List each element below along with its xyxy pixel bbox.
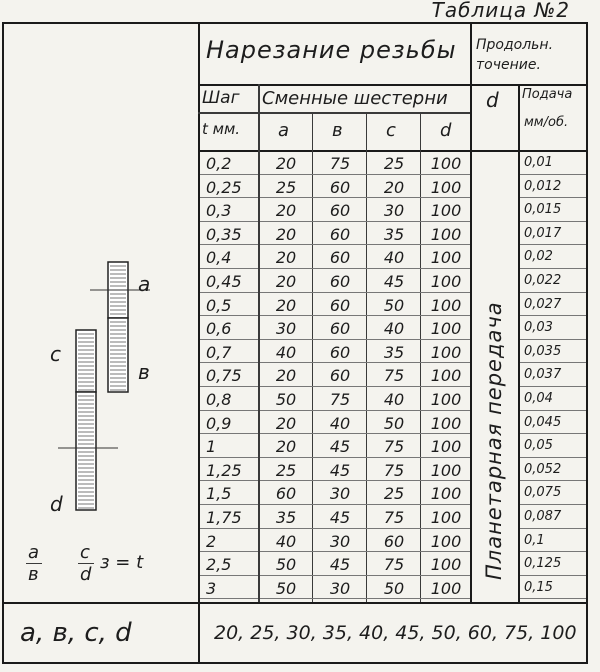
- cell-pitch: 0,4: [206, 248, 232, 268]
- cell-d: 100: [430, 201, 462, 221]
- header-gear-col-d: d: [440, 120, 452, 141]
- cell-pitch: 1,5: [206, 484, 232, 504]
- row-underline: [520, 292, 586, 293]
- cell-pitch: 0,7: [206, 342, 232, 362]
- row-underline: [520, 598, 586, 599]
- cell-a: 50: [275, 555, 297, 575]
- cell-pitch: 0,35: [206, 224, 242, 244]
- row-underline: [520, 221, 586, 222]
- row-underline: [520, 551, 586, 552]
- cell-a: 20: [275, 248, 297, 268]
- cell-d: 100: [430, 248, 462, 268]
- row-underline: [260, 598, 470, 599]
- row-underline: [520, 457, 586, 458]
- cell-b: 30: [329, 578, 351, 598]
- cell-feed: 0,1: [524, 532, 545, 548]
- cell-b: 40: [329, 413, 351, 433]
- row-underline: [200, 174, 258, 175]
- row-underline: [200, 575, 258, 576]
- diagram-label-d: d: [50, 492, 63, 516]
- row-underline: [520, 244, 586, 245]
- row-underline: [260, 480, 470, 481]
- cell-a: 50: [275, 390, 297, 409]
- cell-c: 25: [383, 484, 405, 504]
- footer-values: 20, 25, 30, 35, 40, 45, 50, 60, 75, 100: [214, 622, 577, 644]
- cell-b: 60: [329, 201, 351, 221]
- cell-a: 40: [275, 342, 297, 362]
- cell-feed: 0,04: [524, 391, 553, 406]
- cell-c: 75: [383, 555, 405, 575]
- cell-b: 60: [329, 177, 351, 197]
- gear-diagram: [0, 0, 200, 600]
- row-underline: [200, 433, 258, 434]
- header-gear-col-a: a: [278, 120, 290, 141]
- row-underline: [520, 504, 586, 505]
- cell-a: 20: [275, 366, 297, 386]
- row-underline: [200, 292, 258, 293]
- cell-pitch: 2,5: [206, 555, 232, 575]
- cell-c: 35: [383, 342, 405, 362]
- header-feed-2: мм/об.: [524, 115, 569, 130]
- row-underline: [260, 528, 470, 529]
- row-underline: [200, 480, 258, 481]
- row-underline: [200, 268, 258, 269]
- row-underline: [520, 362, 586, 363]
- row-underline: [260, 339, 470, 340]
- cell-a: 40: [275, 531, 297, 551]
- row-underline: [200, 339, 258, 340]
- cell-feed: 0,125: [524, 556, 562, 572]
- cell-c: 75: [383, 508, 405, 527]
- row-underline: [520, 528, 586, 529]
- row-underline: [260, 575, 470, 576]
- header-feed-1: Подача: [522, 87, 573, 102]
- cell-pitch: 0,3: [206, 201, 232, 221]
- row-underline: [260, 433, 470, 434]
- header-line-2: [198, 112, 470, 114]
- cell-pitch: 0,8: [206, 390, 232, 409]
- diagram-label-b: в: [138, 360, 150, 384]
- cell-b: 60: [329, 366, 351, 386]
- formula-num-2: c: [80, 542, 90, 563]
- header-threading: Нарезание резьбы: [206, 36, 457, 64]
- cell-d: 100: [430, 177, 462, 197]
- cell-pitch: 1: [206, 437, 217, 457]
- cell-b: 30: [329, 531, 351, 551]
- cell-feed: 0,052: [524, 461, 562, 477]
- cell-b: 45: [329, 508, 351, 527]
- footer-label: a, в, c, d: [20, 618, 132, 648]
- cell-a: 20: [275, 295, 297, 315]
- cell-d: 100: [430, 319, 462, 339]
- cell-c: 20: [383, 177, 405, 197]
- cell-feed: 0,012: [524, 178, 562, 194]
- row-underline: [260, 244, 470, 245]
- header-gear-col-b: в: [332, 120, 343, 141]
- row-underline: [200, 386, 258, 387]
- row-underline: [260, 197, 470, 198]
- cell-pitch: 0,45: [206, 272, 242, 291]
- cell-c: 30: [383, 201, 405, 221]
- cell-pitch: 1,75: [206, 508, 242, 527]
- cell-d: 100: [430, 460, 462, 480]
- cell-b: 45: [329, 437, 351, 457]
- row-underline: [520, 268, 586, 269]
- row-underline: [520, 174, 586, 175]
- diagram-label-c: c: [50, 342, 61, 366]
- cell-feed: 0,017: [524, 225, 562, 241]
- planetary-label: Планетарная передача: [482, 301, 506, 580]
- row-underline: [260, 551, 470, 552]
- gear-c-shape: [76, 330, 96, 392]
- cell-c: 75: [383, 437, 405, 457]
- cell-c: 40: [383, 319, 405, 339]
- cell-pitch: 0,75: [206, 366, 242, 386]
- cell-pitch: 1,25: [206, 460, 242, 480]
- row-underline: [200, 551, 258, 552]
- cell-a: 20: [275, 201, 297, 221]
- cell-d: 100: [430, 555, 462, 575]
- row-underline: [520, 480, 586, 481]
- row-underline: [200, 244, 258, 245]
- cell-d: 100: [430, 390, 462, 409]
- row-underline: [520, 315, 586, 316]
- cell-feed: 0,027: [524, 296, 562, 312]
- cell-d: 100: [430, 295, 462, 315]
- cell-b: 60: [329, 319, 351, 339]
- cell-c: 40: [383, 390, 405, 409]
- row-underline: [260, 386, 470, 387]
- header-d: d: [486, 88, 499, 112]
- cell-c: 50: [383, 413, 405, 433]
- cell-d: 100: [430, 484, 462, 504]
- row-underline: [200, 410, 258, 411]
- row-underline: [200, 457, 258, 458]
- cell-a: 20: [275, 154, 297, 173]
- cell-pitch: 0,5: [206, 295, 232, 315]
- row-underline: [520, 575, 586, 576]
- cell-c: 50: [383, 295, 405, 315]
- formula-den-2: d: [80, 564, 92, 585]
- cell-a: 25: [275, 460, 297, 480]
- cell-b: 60: [329, 295, 351, 315]
- cell-c: 75: [383, 460, 405, 480]
- header-turning-1: Продольн.: [476, 37, 554, 53]
- cell-feed: 0,02: [524, 249, 553, 265]
- row-underline: [200, 221, 258, 222]
- row-underline: [200, 362, 258, 363]
- cell-a: 30: [275, 319, 297, 339]
- cell-c: 25: [383, 154, 405, 173]
- cell-pitch: 0,9: [206, 413, 232, 433]
- cell-feed: 0,087: [524, 509, 562, 524]
- footer-divider: [2, 602, 588, 604]
- cell-d: 100: [430, 578, 462, 598]
- row-underline: [260, 504, 470, 505]
- cell-feed: 0,035: [524, 343, 562, 359]
- row-underline: [520, 433, 586, 434]
- header-gear-col-c: с: [386, 120, 396, 141]
- cell-feed: 0,015: [524, 202, 562, 218]
- cell-d: 100: [430, 531, 462, 551]
- row-underline: [520, 197, 586, 198]
- row-underline: [260, 292, 470, 293]
- cell-b: 75: [329, 390, 351, 409]
- formula-rest: з = t: [100, 552, 144, 573]
- row-underline: [200, 197, 258, 198]
- cell-d: 100: [430, 342, 462, 362]
- row-underline: [260, 174, 470, 175]
- cell-d: 100: [430, 413, 462, 433]
- cell-feed: 0,022: [524, 273, 562, 288]
- row-underline: [260, 315, 470, 316]
- header-turning-2: точение.: [476, 57, 541, 73]
- cell-d: 100: [430, 224, 462, 244]
- cell-pitch: 3: [206, 578, 217, 598]
- row-underline: [200, 315, 258, 316]
- cell-a: 35: [275, 508, 297, 527]
- row-underline: [520, 410, 586, 411]
- cell-pitch: 0,25: [206, 177, 242, 197]
- cell-pitch: 0,6: [206, 319, 232, 339]
- cell-b: 45: [329, 460, 351, 480]
- cell-a: 60: [275, 484, 297, 504]
- cell-a: 20: [275, 272, 297, 291]
- row-underline: [260, 268, 470, 269]
- cell-pitch: 0,2: [206, 154, 232, 173]
- row-underline: [260, 362, 470, 363]
- row-underline: [200, 528, 258, 529]
- cell-feed: 0,01: [524, 155, 553, 170]
- cell-a: 20: [275, 224, 297, 244]
- cell-a: 50: [275, 578, 297, 598]
- row-underline: [260, 221, 470, 222]
- cell-d: 100: [430, 366, 462, 386]
- cell-feed: 0,15: [524, 579, 553, 595]
- cell-pitch: 2: [206, 531, 217, 551]
- col-divider-feed: [518, 84, 520, 602]
- row-underline: [520, 386, 586, 387]
- cell-b: 30: [329, 484, 351, 504]
- cell-a: 25: [275, 177, 297, 197]
- formula-num-1: a: [28, 542, 40, 563]
- cell-c: 35: [383, 224, 405, 244]
- cell-feed: 0,05: [524, 438, 553, 454]
- header-gears: Сменные шестерни: [262, 88, 448, 109]
- header-line-1: [198, 84, 588, 86]
- row-underline: [200, 504, 258, 505]
- cell-b: 60: [329, 342, 351, 362]
- cell-feed: 0,075: [524, 485, 562, 501]
- row-underline: [200, 598, 258, 599]
- cell-d: 100: [430, 437, 462, 457]
- cell-c: 50: [383, 578, 405, 598]
- formula-den-1: в: [28, 564, 39, 585]
- header-pitch-2: t мм.: [202, 120, 241, 138]
- diagram-label-a: a: [138, 272, 151, 296]
- row-underline: [520, 339, 586, 340]
- cell-a: 20: [275, 413, 297, 433]
- cell-c: 45: [383, 272, 405, 291]
- row-underline: [260, 457, 470, 458]
- cell-d: 100: [430, 154, 462, 173]
- cell-b: 60: [329, 272, 351, 291]
- cell-feed: 0,045: [524, 414, 562, 430]
- row-underline: [260, 410, 470, 411]
- gear-b-shape: [108, 318, 128, 392]
- cell-d: 100: [430, 508, 462, 527]
- cell-feed: 0,037: [524, 367, 562, 383]
- cell-c: 75: [383, 366, 405, 386]
- cell-b: 45: [329, 555, 351, 575]
- header-pitch-1: Шаг: [202, 88, 240, 108]
- table-label: Таблица №2: [431, 0, 570, 22]
- cell-feed: 0,03: [524, 320, 553, 336]
- cell-a: 20: [275, 437, 297, 457]
- header-line-3: [198, 150, 588, 152]
- cell-c: 40: [383, 248, 405, 268]
- cell-c: 60: [383, 531, 405, 551]
- cell-d: 100: [430, 272, 462, 291]
- cell-b: 60: [329, 224, 351, 244]
- cell-b: 60: [329, 248, 351, 268]
- cell-b: 75: [329, 154, 351, 173]
- col-divider-threading: [470, 22, 472, 602]
